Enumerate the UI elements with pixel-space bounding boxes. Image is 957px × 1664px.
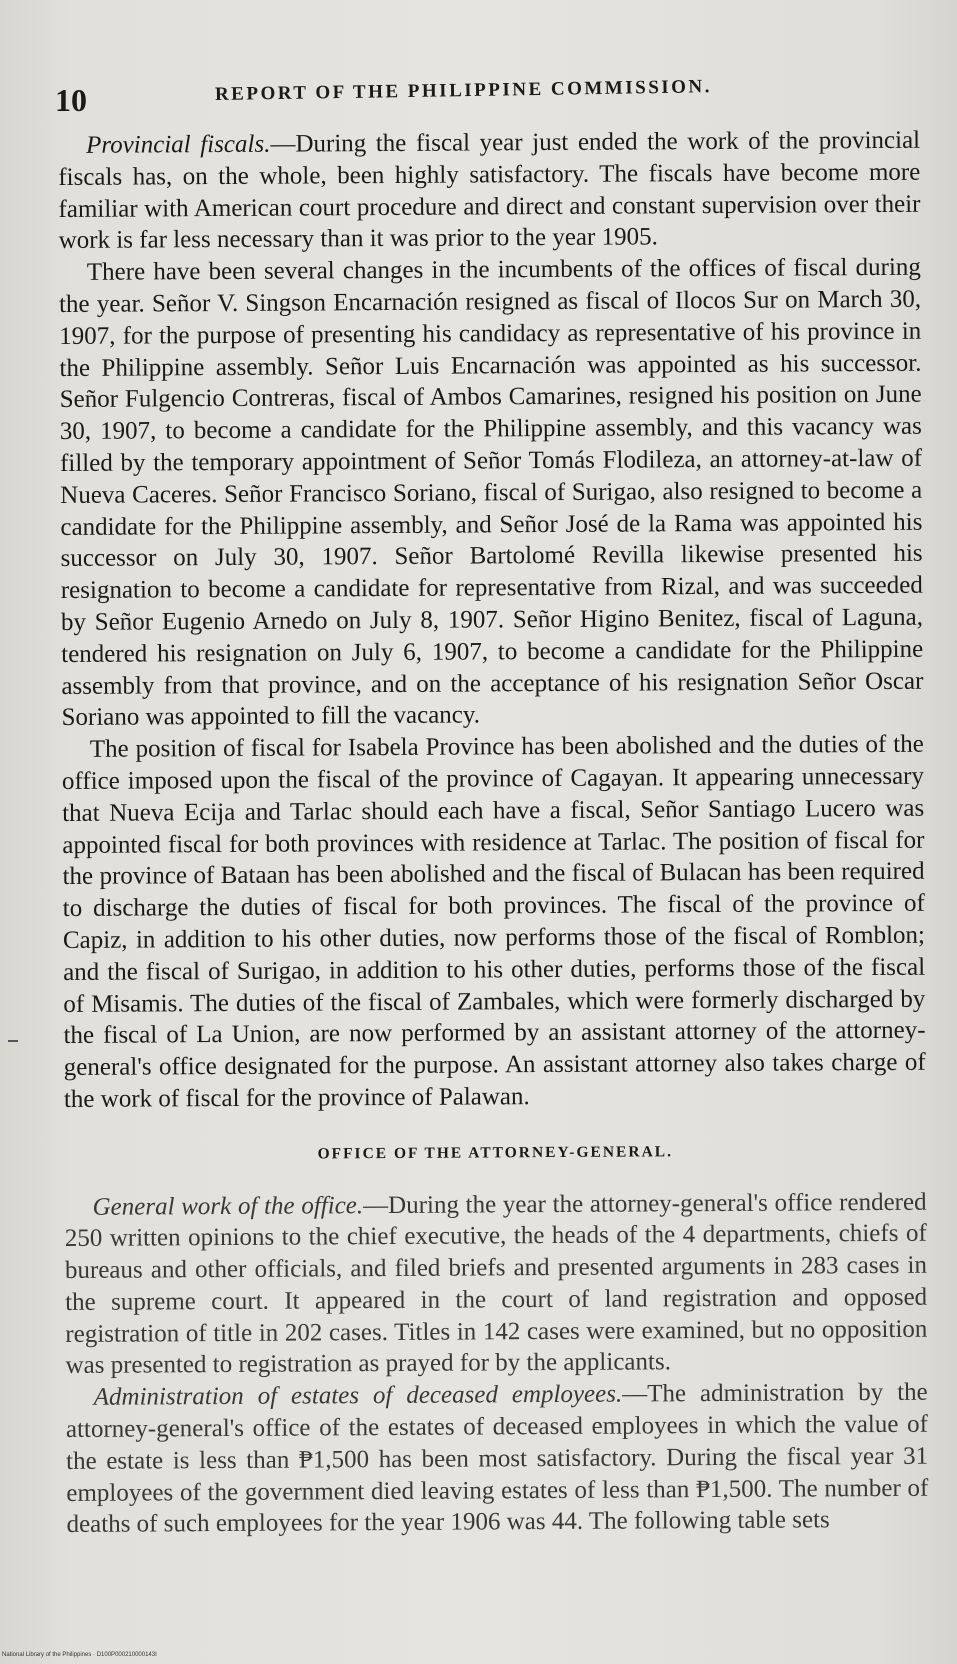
paragraph-text: The position of fiscal for Isabela Province has been abolished and the duties of the office imposed upon the fiscal of the province of Cagayan. It appearing unnecessary that Nueva Ecija and Tarlac should each have a fiscal, Señor Santiago Lucero was appointed fiscal for both provinces with residence at Tarlac. The position of fiscal for the province of Bataan has been abolished and the fiscal of Bulacan has been required to discharge the duties of fiscal for both provinces. The fiscal of the province of Capiz, in addition to his other duties, now performs those of the fiscal of Romblon; and the fiscal of Surigao, in addition to his other duties, performs those of the fiscal of Misamis. The duties of the fiscal of Zambales, which were formerly discharged by the fiscal of La Union, are now performed by an assistant attorney of the attorney-general's office designated for the purpose. An assistant attorney also takes charge of the work of fiscal for the province of Palawan. (61, 730, 926, 1113)
paragraph-text: There have been several changes in the incumbents of the offices of fiscal during the year. Señor V. Singson Encarnación resigned as fiscal of Ilocos Sur on March 30, 1907, for the purpose of presenting his candidacy as representative of his province in the Philippine assembly. Señor Luis Encarnación was appointed as his successor. Señor Fulgencio Contreras, fiscal of Ambos Camarines, resigned his position on June 30, 1907, to become a candidate for the Philippine assembly, and this vacancy was filled by the temporary appointment of Señor Tomás Flodileza, an attorney-at-law of Nueva Caceres. Señor Francisco Soriano, fiscal of Surigao, also resigned to become a candidate for the Philippine assembly, and Señor José de la Rama was appointed his successor on July 30, 1907. Señor Bartolomé Revilla likewise presented his resignation to become a candidate for representative from Rizal, and was succeeded by Señor Eugenio Arnedo on July 8, 1907. Señor Higino Benitez, fiscal of Laguna, tendered his resignation on July 6, 1907, to become a candidate for the Philippine assembly from that province, and on the acceptance of his resignation Señor Oscar Soriano was appointed to fill the vacancy. (58, 253, 924, 732)
margin-mark (8, 1040, 18, 1042)
paragraph-provincial-fiscals (58, 125, 921, 257)
section-heading: OFFICE OF THE ATTORNEY-GENERAL. (317, 1142, 674, 1163)
paragraph-lead: General work of the office. (92, 1191, 364, 1221)
paragraph-general-work (64, 1186, 927, 1382)
paragraph-text: —During the fiscal year just ended the work of the provincial fiscals has, on the whole, been highly satisfactory. The fiscals have become more familiar with American court procedure and direct and constant supervision over their work is far less necessary than it was prior to the year 1905. (58, 126, 921, 255)
paragraph-text: —During the year the attorney-general's office rendered 250 written opinions to the chief executive, the heads of the 4 departments, chiefs of bureaus and other officials, and filed briefs and presented arguments in 283 cases in the supreme court. It appeared in the court of land registration and opposed registration of title in 202 cases. Titles in 142 cases were examined, but no opposition was presented to registration as prayed for by the applicants. (64, 1188, 928, 1380)
paragraph-changes (59, 252, 924, 734)
paragraph-lead: Administration of estates of deceased employees. (93, 1380, 623, 1412)
page-number: 10 (55, 82, 87, 118)
paragraph-text: —The administration by the attorney-general's office of the estates of deceased employees in which the value of the estate is less than ₱1,500 has been most satisfactory. During the fiscal year 31 employees of the government died leaving estates of less than ₱1,500. The number of deaths of such employees for the year 1906 was 44. The following table sets (65, 1378, 929, 1539)
footer-note: National Library of the Philippines · D100P000210000143I (2, 1652, 157, 1658)
body-text (58, 125, 929, 1542)
paragraph-lead: Provincial fiscals. (86, 130, 271, 159)
paragraph-positions (62, 729, 926, 1116)
paragraph-administration-estates (66, 1377, 929, 1541)
page-header (55, 76, 915, 122)
running-title: REPORT OF THE PHILIPPINE COMMISSION. (214, 76, 713, 105)
